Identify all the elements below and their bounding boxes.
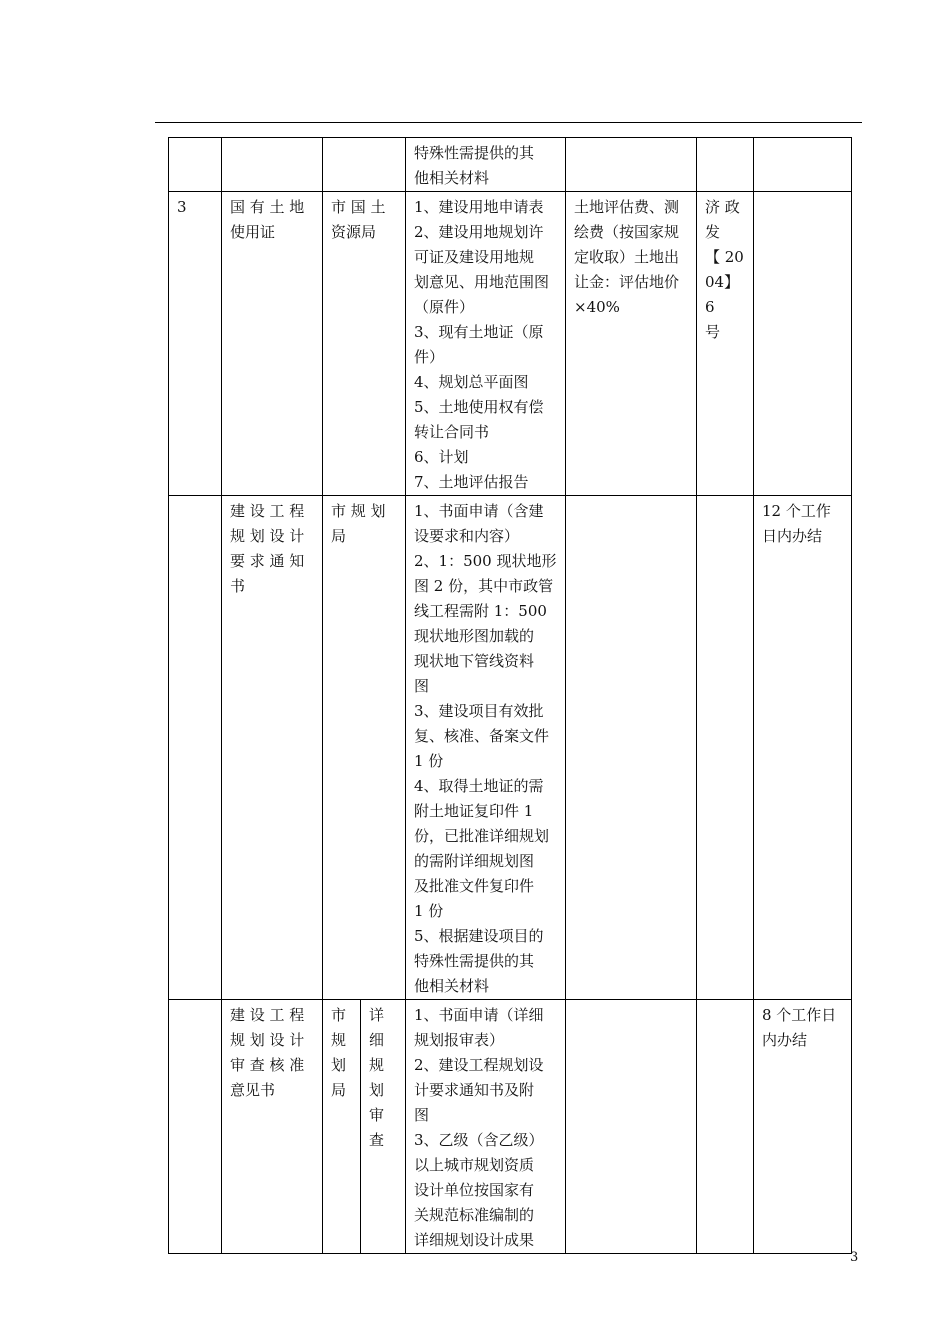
time-cell [754,496,852,1000]
text-line: 1、建设用地申请表 [414,198,544,216]
text-line: 特殊性需提供的其 [414,952,535,970]
text-line: 5、土地使用权有偿 [414,398,544,416]
text-line: 日内办结 [762,527,823,545]
page-number: 3 [850,1250,859,1265]
fees-cell [566,1000,697,1254]
text-line: 3、乙级（含乙级） [414,1131,544,1149]
text-line: 图 [414,677,430,695]
text-line: 他相关材料 [414,977,490,995]
fees-cell [566,138,697,192]
item-cell [222,1000,323,1254]
text-line: 详细规划设计成果 [414,1231,535,1249]
text-line: 现状地形图加载的 [414,627,535,645]
text-line: 4、取得土地证的需 [414,777,544,795]
text-line: 8 个工作日 [762,1006,837,1024]
table-row [169,496,852,1000]
basis-cell [697,192,754,496]
text-line: （原件） [414,298,475,316]
text-line: 2、建设工程规划设 [414,1056,544,1074]
text-line: 济 政 [705,198,740,216]
text-line: 份，已批准详细规划 [414,827,550,845]
item-cell [222,192,323,496]
text-line: 04】6 [705,273,740,316]
time-cell [754,138,852,192]
num-cell [169,138,222,192]
text-line: 12 个工作 [762,502,831,520]
table-row [169,138,852,192]
dept-cell [323,192,406,496]
table-row [169,1000,852,1254]
text-line: 规 划 设 计 [230,1031,305,1049]
text-line: 市 国 土 [331,198,386,216]
text-line: 发 [705,223,721,241]
text-line: 划 [369,1081,385,1099]
text-line: 使用证 [230,223,276,241]
text-line: 详 [369,1006,385,1024]
text-line: 2、建设用地规划许 [414,223,544,241]
basis-cell [697,138,754,192]
time-cell [754,1000,852,1254]
dept-cell-bureau [323,1000,361,1254]
text-line: 他相关材料 [414,169,490,187]
num-cell [169,1000,222,1254]
text-line: 审 查 核 准 [230,1056,305,1074]
text-line: 图 [414,1106,430,1124]
fees-cell [566,192,697,496]
text-line: 件） [414,348,445,366]
table-row [169,192,852,496]
text-line: 局 [331,527,347,545]
dept-cell [323,496,406,1000]
text-line: 号 [705,323,721,341]
text-line: 附土地证复印件 1 [414,802,534,820]
header-rule [155,122,862,123]
text-line: 线工程需附 1：500 [414,602,547,620]
text-line: 1 份 [414,902,444,920]
text-line: 4、规划总平面图 [414,373,529,391]
text-line: 市 [331,1006,347,1024]
text-line: 【 20 [705,248,744,266]
fees-cell [566,496,697,1000]
text-line: 现状地下管线资料 [414,652,535,670]
text-line: 定收取）土地出 [574,248,680,266]
materials-cell [406,1000,566,1254]
text-line: 转让合同书 [414,423,490,441]
text-line: 2、1：500 现状地形 [414,552,557,570]
text-line: 1 份 [414,752,444,770]
item-cell [222,496,323,1000]
text-line: 划 [331,1056,347,1074]
text-line: 让金：评估地价 [574,273,680,291]
text-line: 设要求和内容） [414,527,520,545]
text-line: 局 [331,1081,347,1099]
text-line: 书 [230,577,246,595]
text-line: ×40% [574,298,620,316]
text-line: 复、核准、备案文件 [414,727,550,745]
text-line: 7、土地评估报告 [414,473,529,491]
text-line: 5、根据建设项目的 [414,927,544,945]
text-line: 特殊性需提供的其 [414,144,535,162]
text-line: 土地评估费、测 [574,198,680,216]
text-line: 国 有 土 地 [230,198,305,216]
text-line: 及批准文件复印件 [414,877,535,895]
text-line: 绘费（按国家规 [574,223,680,241]
text-line: 规 [369,1056,385,1074]
text-line: 图 2 份，其中市政管 [414,577,554,595]
text-line: 市 规 划 [331,502,386,520]
text-line: 细 [369,1031,385,1049]
text-line: 内办结 [762,1031,808,1049]
dept-cell [323,138,406,192]
procedure-table [168,137,852,1254]
text-line: 资源局 [331,223,377,241]
text-line: 3、建设项目有效批 [414,702,544,720]
text-line: 建 设 工 程 [230,502,305,520]
text-line: 3、现有土地证（原 [414,323,544,341]
text-line: 以上城市规划资质 [414,1156,535,1174]
dept-cell-review [361,1000,406,1254]
text-line: 关规范标准编制的 [414,1206,535,1224]
text-line: 建 设 工 程 [230,1006,305,1024]
num-cell: 3 [169,192,222,496]
text-line: 1、书面申请（含建 [414,502,544,520]
text-line: 规划报审表） [414,1031,505,1049]
text-line: 意见书 [230,1081,276,1099]
time-cell [754,192,852,496]
text-line: 可证及建设用地规 [414,248,535,266]
materials-cell [406,192,566,496]
basis-cell [697,1000,754,1254]
text-line: 规 划 设 计 [230,527,305,545]
text-line: 划意见、用地范围图 [414,273,550,291]
item-cell [222,138,323,192]
text-line: 1、书面申请（详细 [414,1006,544,1024]
basis-cell [697,496,754,1000]
text-line: 的需附详细规划图 [414,852,535,870]
text-line: 6、计划 [414,448,469,466]
num-cell [169,496,222,1000]
text-line: 审 [369,1106,385,1124]
text-line: 查 [369,1131,385,1149]
text-line: 规 [331,1031,347,1049]
materials-cell [406,496,566,1000]
text-line: 计要求通知书及附 [414,1081,535,1099]
materials-cell [406,138,566,192]
text-line: 设计单位按国家有 [414,1181,535,1199]
text-line: 要 求 通 知 [230,552,305,570]
